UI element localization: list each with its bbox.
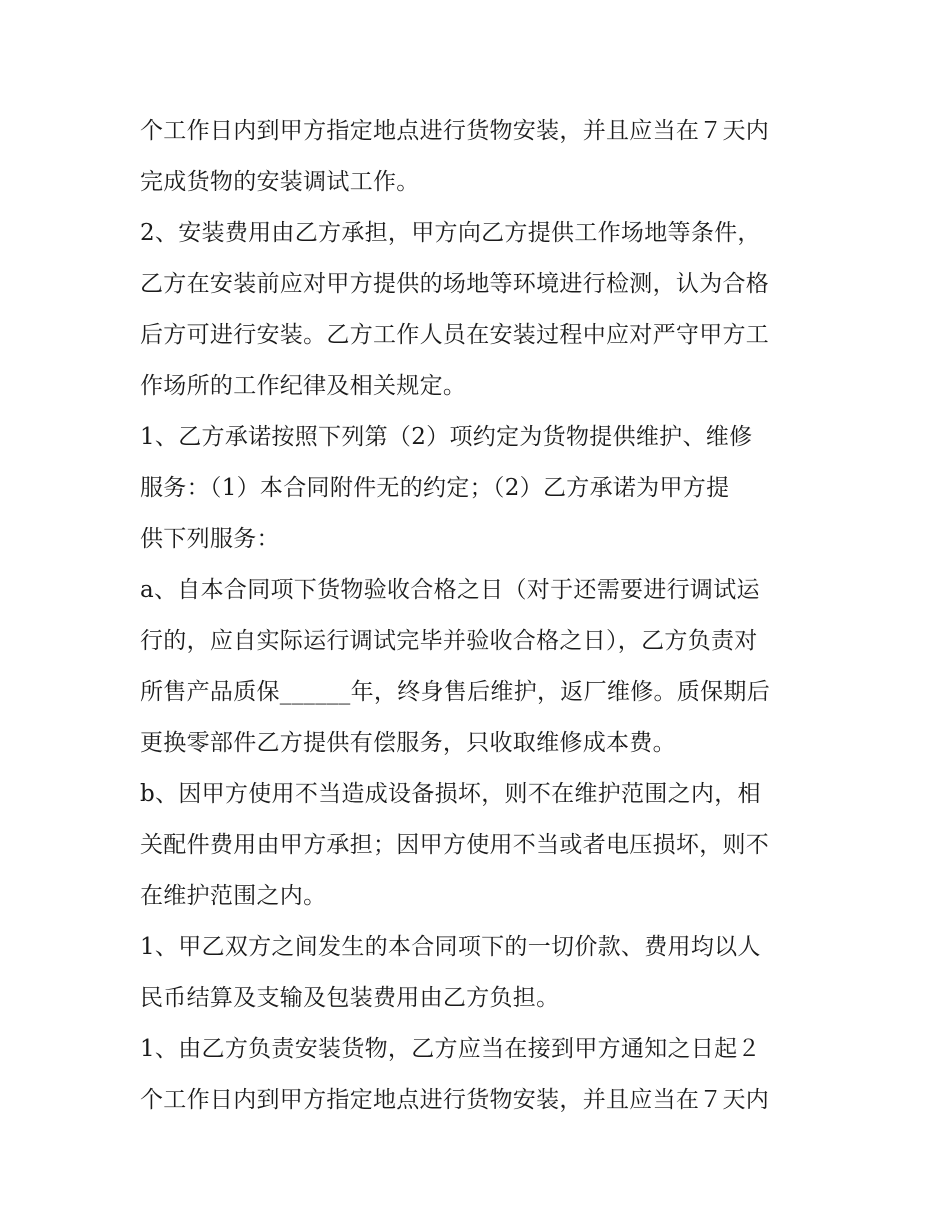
text-line: 个工作日内到甲方指定地点进行货物安装，并且应当在７天内 (140, 1087, 770, 1113)
text-line: 服务：（1）本合同附件无的约定；（2）乙方承诺为甲方提 (140, 475, 730, 501)
text-line: 所售产品质保______年，终身售后维护，返厂维修。质保期后 (140, 679, 770, 705)
text-line: 民币结算及支输及包装费用由乙方负担。 (140, 985, 560, 1011)
text-line: b、因甲方使用不当造成设备损坏，则不在维护范围之内，相 (140, 781, 761, 807)
text-line: a、自本合同项下货物验收合格之日（对于还需要进行调试运 (140, 577, 760, 603)
text-line: 在维护范围之内。 (140, 883, 327, 909)
contract-text (140, 106, 830, 1126)
text-line: 2、安装费用由乙方承担，甲方向乙方提供工作场地等条件， (140, 220, 761, 246)
text-line: 供下列服务： (140, 526, 280, 552)
text-line: 完成货物的安装调试工作。 (140, 169, 420, 195)
text-line: 关配件费用由甲方承担；因甲方使用不当或者电压损坏，则不 (140, 832, 770, 858)
text-line: 1、乙方承诺按照下列第（2）项约定为货物提供维护、维修 (140, 424, 753, 450)
text-line: 后方可进行安装。乙方工作人员在安装过程中应对严守甲方工 (140, 322, 770, 348)
text-line: 1、由乙方负责安装货物，乙方应当在接到甲方通知之日起２ (140, 1036, 761, 1062)
text-line: 作场所的工作纪律及相关规定。 (140, 373, 467, 399)
text-line: 1、甲乙双方之间发生的本合同项下的一切价款、费用均以人 (140, 934, 761, 960)
text-line: 行的，应自实际运行调试完毕并验收合格之日），乙方负责对 (140, 628, 758, 654)
text-line: 更换零部件乙方提供有偿服务，只收取维修成本费。 (140, 730, 676, 756)
text-line: 乙方在安装前应对甲方提供的场地等环境进行检测，认为合格 (140, 271, 770, 297)
text-line: 个工作日内到甲方指定地点进行货物安装，并且应当在７天内 (140, 118, 770, 144)
